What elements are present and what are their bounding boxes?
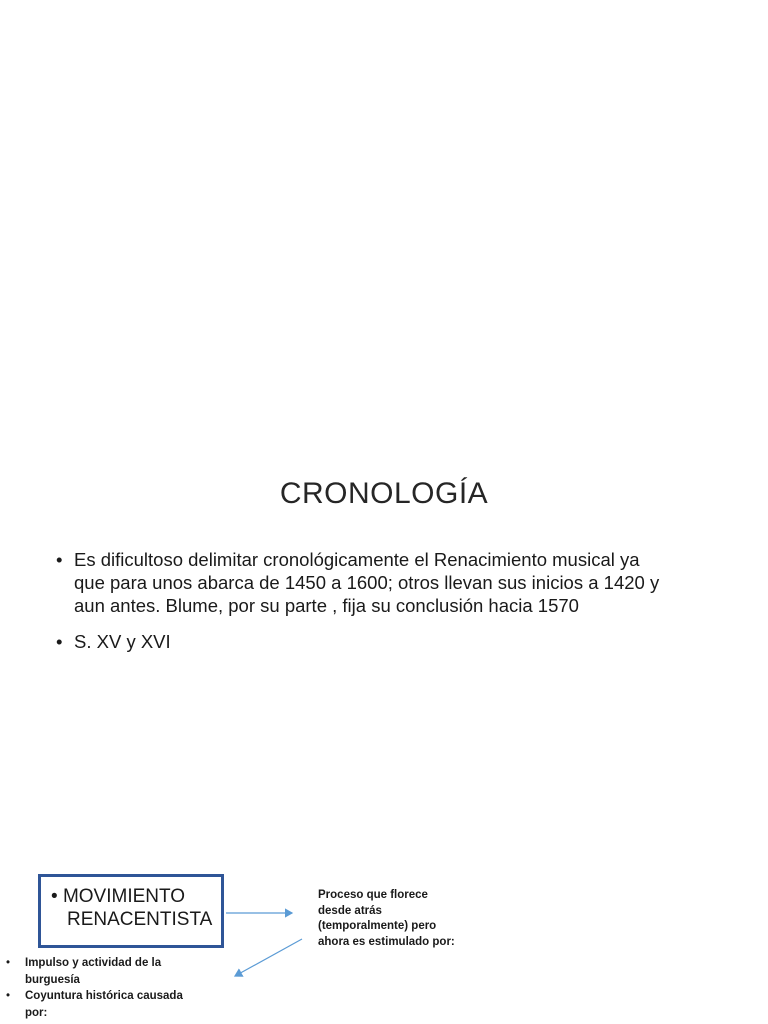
process-note-line: Proceso que florece (318, 889, 428, 901)
bullet-line: aun antes. Blume, por su parte , fija su conclusión hacia 1570 (74, 595, 579, 616)
cause-line: Impulso y actividad de la (25, 957, 162, 969)
process-note (318, 888, 488, 950)
process-note-line: (temporalmente) pero (318, 920, 437, 932)
cause-line: burguesía (25, 973, 80, 986)
movement-box-text: RENACENTISTA (67, 909, 213, 930)
bullet-dot-icon: • (6, 990, 11, 1002)
cause-item-coyuntura (0, 988, 220, 1021)
slide-title: CRONOLOGÍA (279, 477, 489, 510)
bullet-line: que para unos abarca de 1450 a 1600; otros llevan sus inicios a 1420 y (74, 572, 660, 593)
process-note-line: desde atrás (318, 904, 382, 917)
process-note-line: ahora es estimulado por: (318, 935, 455, 948)
bullet-dot-icon: • (6, 957, 11, 969)
movement-box-line (51, 885, 215, 908)
bullet-dot-icon: • (56, 549, 63, 570)
bullet-dot-icon: • (51, 886, 58, 907)
cause-list (0, 955, 220, 1021)
movement-box (38, 874, 224, 948)
bullet-line: S. XV y XVI (74, 631, 171, 652)
cause-item-burguesia (0, 955, 220, 988)
arrow-to-causes (235, 939, 302, 976)
cause-line: Coyuntura histórica causada (25, 990, 183, 1002)
movement-box-text: MOVIMIENTO (62, 886, 186, 907)
bullet-item-centuries (56, 630, 736, 653)
bullet-item-chronology (56, 548, 736, 617)
bullet-list (56, 548, 736, 666)
bullet-line: Es dificultoso delimitar cronológicamente el Renacimiento musical ya (74, 549, 640, 570)
cause-line: por: (25, 1006, 48, 1019)
bullet-dot-icon: • (56, 631, 63, 652)
